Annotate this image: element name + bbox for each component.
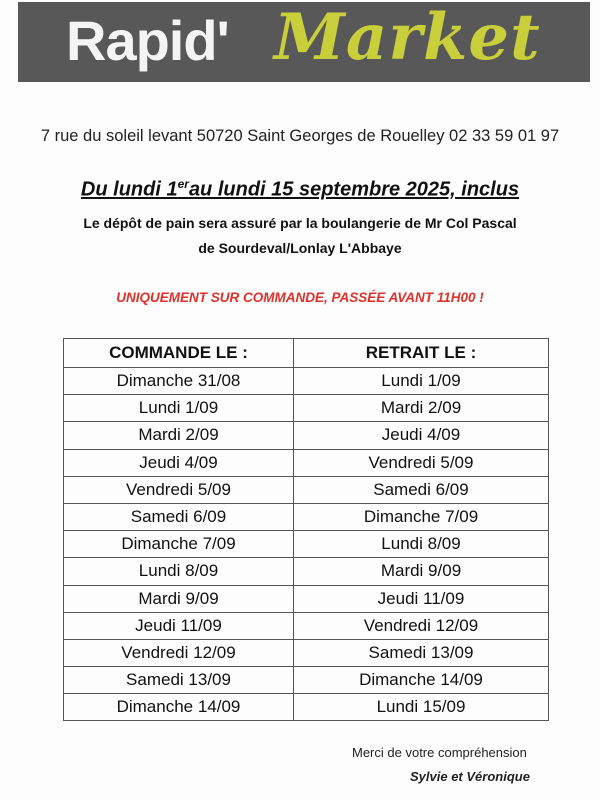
pickup-date-cell: Vendredi 12/09 [294,612,549,639]
order-date-cell: Jeudi 4/09 [64,449,294,476]
period-end: au lundi 15 septembre 2025, inclus [188,178,520,201]
table-row [64,368,549,395]
table-row [64,422,549,449]
order-notice: UNIQUEMENT SUR COMMANDE, PASSÉE AVANT 11H00 ! [116,290,484,305]
table-row [64,395,549,422]
pickup-date-cell: Vendredi 5/09 [294,449,549,476]
pickup-date-cell: Dimanche 7/09 [294,503,549,530]
order-date-cell: Vendredi 12/09 [64,639,294,666]
table-row [64,476,549,503]
table-row [64,612,549,639]
pickup-date-cell: Lundi 1/09 [294,368,549,395]
order-date-cell: Vendredi 5/09 [64,476,294,503]
order-date-cell: Dimanche 7/09 [64,531,294,558]
table-header-row [64,339,549,368]
table-row [64,639,549,666]
table-row [64,667,549,694]
order-date-cell: Lundi 8/09 [64,558,294,585]
table-row [64,449,549,476]
table-row [64,558,549,585]
order-date-cell: Samedi 13/09 [64,667,294,694]
table-row [64,503,549,530]
logo-market-text: Market [274,2,541,75]
order-date-cell: Jeudi 11/09 [64,612,294,639]
bakery-info-line1: Le dépôt de pain sera assuré par la boulangerie de Mr Col Pascal [83,215,517,231]
header-pickup-date: RETRAIT LE : [294,339,549,368]
order-date-cell: Samedi 6/09 [64,503,294,530]
order-date-cell: Dimanche 31/08 [64,368,294,395]
pickup-date-cell: Lundi 15/09 [294,694,549,721]
table-row [64,694,549,721]
period-heading [0,177,600,202]
pickup-date-cell: Dimanche 14/09 [294,667,549,694]
schedule-table [63,338,549,721]
order-date-cell: Dimanche 14/09 [64,694,294,721]
bakery-info-line2: de Sourdeval/Lonlay L'Abbaye [198,240,402,256]
order-date-cell: Lundi 1/09 [64,395,294,422]
logo-rapid-text: Rapid' [66,9,229,72]
store-logo-banner [18,2,590,82]
order-date-cell: Mardi 2/09 [64,422,294,449]
pickup-date-cell: Jeudi 4/09 [294,422,549,449]
table-row [64,531,549,558]
period-sup: er [177,177,189,191]
header-order-date: COMMANDE LE : [64,339,294,368]
period-start: Du lundi 1 [80,178,178,201]
thanks-message: Merci de votre compréhension [352,745,527,760]
order-date-cell: Mardi 9/09 [64,585,294,612]
pickup-date-cell: Jeudi 11/09 [294,585,549,612]
pickup-date-cell: Lundi 8/09 [294,531,549,558]
pickup-date-cell: Samedi 13/09 [294,639,549,666]
store-address: 7 rue du soleil levant 50720 Saint Georges de Rouelley 02 33 59 01 97 [40,127,560,145]
signature: Sylvie et Véronique [410,769,530,784]
table-row [64,585,549,612]
pickup-date-cell: Samedi 6/09 [294,476,549,503]
pickup-date-cell: Mardi 9/09 [294,558,549,585]
pickup-date-cell: Mardi 2/09 [294,395,549,422]
